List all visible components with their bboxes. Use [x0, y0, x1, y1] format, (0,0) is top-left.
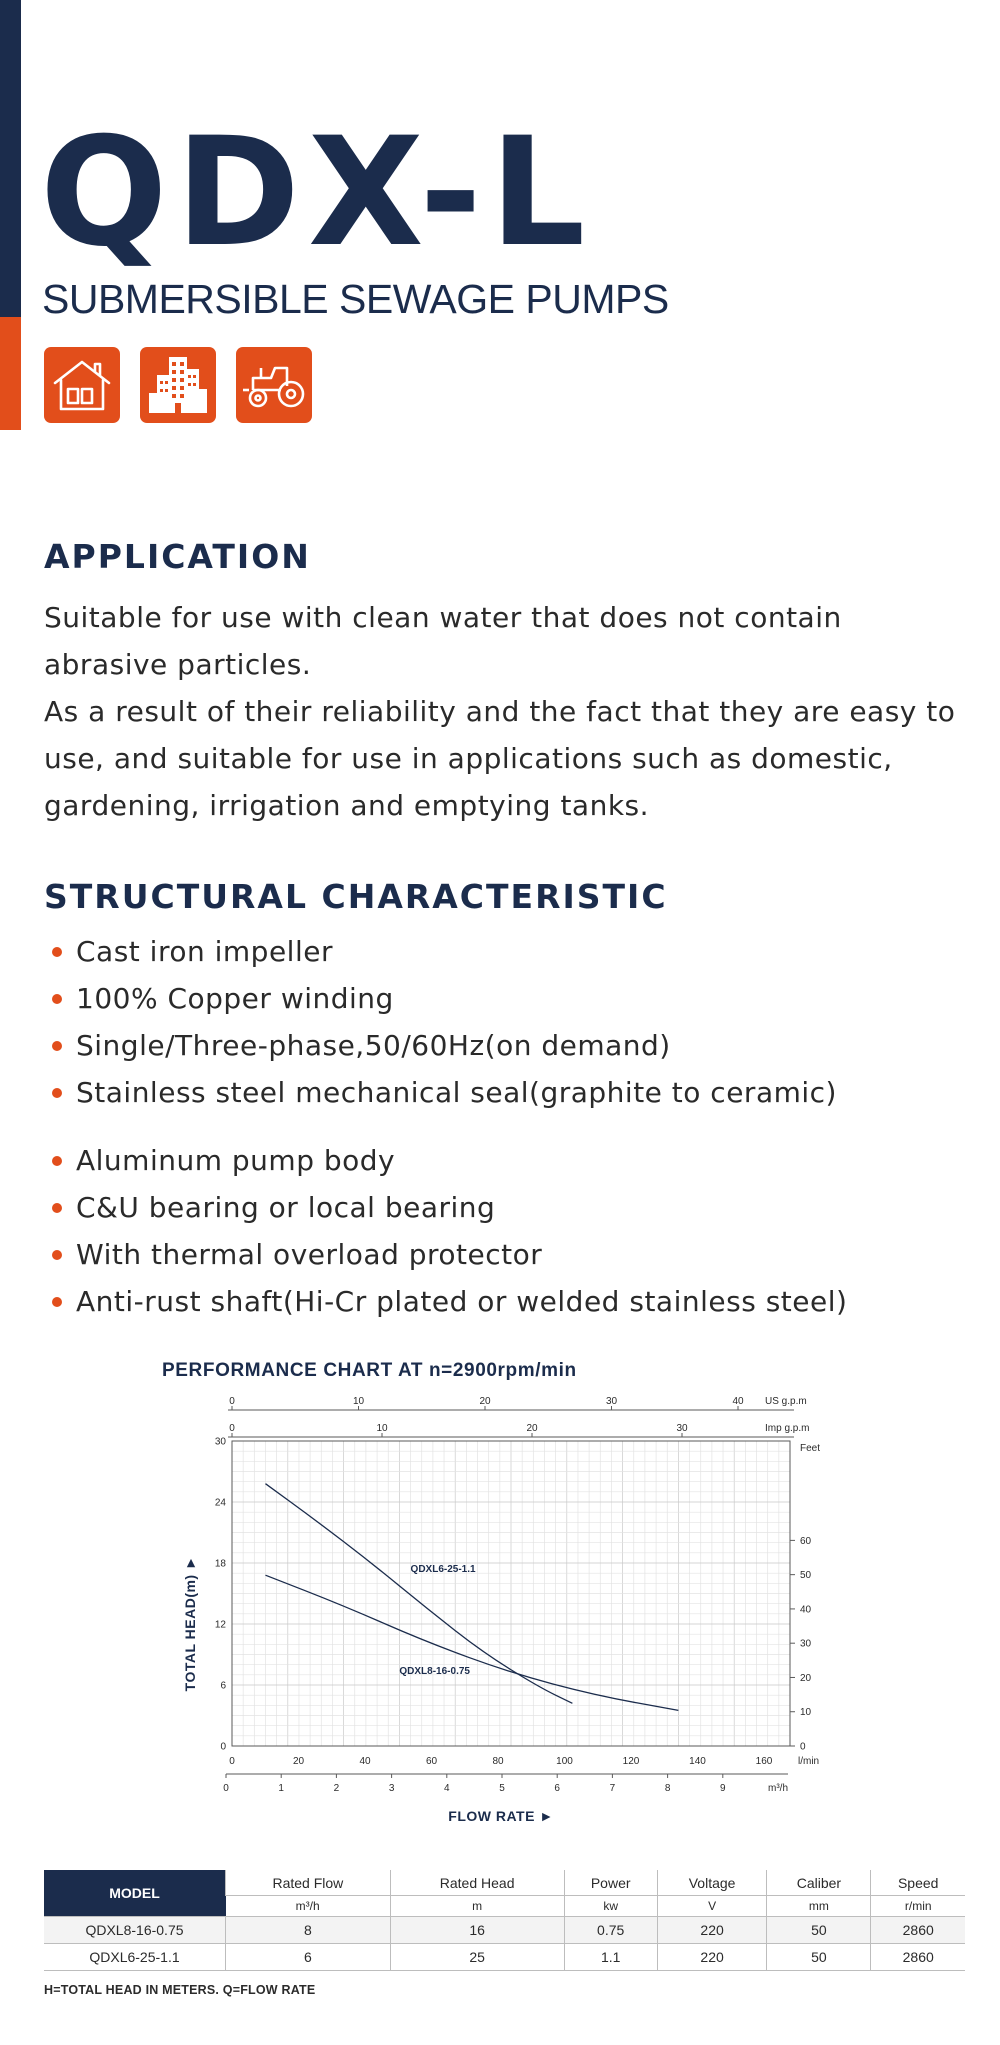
table-row	[44, 1917, 965, 1944]
table-cell: 0.75	[564, 1917, 657, 1944]
table-header-row	[44, 1870, 965, 1896]
spec-table	[44, 1870, 965, 1971]
x-axis-title: FLOW RATE ►	[448, 1808, 554, 1824]
bullet-icon	[52, 1297, 62, 1307]
bullet-icon	[52, 1203, 62, 1213]
lmin-tick-label: 120	[622, 1756, 640, 1767]
table-cell: 2860	[871, 1917, 965, 1944]
impgpm-tick-label: 30	[676, 1423, 688, 1434]
feature-text: Cast iron impeller	[76, 935, 333, 968]
table-cell: 2860	[871, 1944, 965, 1971]
bullet-icon	[52, 1088, 62, 1098]
table-cell: 25	[390, 1944, 564, 1971]
feature-item	[52, 928, 837, 975]
footnote: H=TOTAL HEAD IN METERS. Q=FLOW RATE	[44, 1983, 316, 1997]
feature-item	[52, 1022, 837, 1069]
series-label: QDXL6-25-1.1	[410, 1564, 476, 1576]
m3h-tick-label: 9	[720, 1783, 726, 1794]
application-paragraph: As a result of their reliability and the fact that they are easy to use, and suitable for use in applications such as domestic, gardening, irrigation and emptying tanks.	[44, 695, 956, 822]
y2-tick-label: 40	[800, 1604, 812, 1616]
bullet-icon	[52, 947, 62, 957]
m3h-tick-label: 6	[554, 1783, 560, 1794]
impgpm-unit-label: Imp g.p.m	[765, 1423, 810, 1434]
m3h-tick-label: 0	[223, 1783, 229, 1794]
table-cell: 8	[226, 1917, 391, 1944]
impgpm-tick-label: 20	[526, 1423, 538, 1434]
feature-list	[52, 928, 837, 1116]
application-heading: APPLICATION	[44, 537, 311, 576]
table-cell: 50	[767, 1917, 871, 1944]
lmin-tick-label: 100	[556, 1756, 573, 1767]
m3h-tick-label: 1	[278, 1783, 284, 1794]
lmin-tick-label: 140	[689, 1756, 706, 1767]
feature-item	[52, 1231, 847, 1278]
series-label: QDXL8-16-0.75	[399, 1665, 470, 1677]
table-cell: QDXL6-25-1.1	[44, 1944, 226, 1971]
column-unit: mm	[767, 1896, 871, 1917]
m3h-tick-label: 5	[499, 1783, 505, 1794]
y2-tick-label: 50	[800, 1570, 812, 1582]
product-title: QDX-L	[40, 106, 594, 280]
y-axis-title: TOTAL HEAD(m) ►	[182, 1555, 198, 1692]
usgpm-tick-label: 10	[352, 1396, 365, 1407]
accent-bar-orange	[0, 317, 21, 430]
usgpm-tick-label: 0	[229, 1396, 235, 1407]
column-header: Caliber	[767, 1870, 871, 1896]
chart-title: PERFORMANCE CHART AT n=2900rpm/min	[162, 1360, 577, 1381]
usgpm-tick-label: 40	[732, 1396, 744, 1407]
house-icon	[44, 347, 120, 423]
feature-list	[52, 1137, 847, 1325]
feature-item	[52, 1069, 837, 1116]
table-cell: 6	[226, 1944, 391, 1971]
column-unit: m	[390, 1896, 564, 1917]
column-unit: V	[657, 1896, 766, 1917]
m3h-tick-label: 2	[333, 1783, 340, 1794]
m3h-tick-label: 3	[388, 1783, 395, 1794]
model-header: MODEL	[44, 1870, 226, 1917]
y-tick-label: 18	[214, 1558, 226, 1570]
y2-tick-label: 60	[800, 1535, 812, 1547]
column-header: Power	[564, 1870, 657, 1896]
impgpm-tick-label: 10	[376, 1423, 388, 1434]
lmin-tick-label: 80	[492, 1756, 504, 1767]
lmin-tick-label: 40	[359, 1756, 371, 1767]
column-header: Rated Flow	[226, 1870, 391, 1896]
table-cell: 16	[390, 1917, 564, 1944]
column-header: Voltage	[657, 1870, 766, 1896]
bullet-icon	[52, 1041, 62, 1051]
usgpm-unit-label: US g.p.m	[765, 1396, 807, 1407]
structure-heading: STRUCTURAL CHARACTERISTIC	[44, 877, 668, 916]
feature-text: Aluminum pump body	[76, 1144, 396, 1177]
bullet-icon	[52, 1250, 62, 1260]
performance-chart	[0, 1385, 1000, 1845]
feature-item	[52, 975, 837, 1022]
column-unit: r/min	[871, 1896, 965, 1917]
accent-bar-navy	[0, 0, 21, 317]
table-cell: 220	[657, 1917, 766, 1944]
building-icon	[140, 347, 216, 423]
table-cell: 1.1	[564, 1944, 657, 1971]
column-header: Rated Head	[390, 1870, 564, 1896]
bullet-icon	[52, 994, 62, 1004]
impgpm-tick-label: 0	[229, 1423, 235, 1434]
lmin-tick-label: 60	[425, 1756, 438, 1767]
lmin-tick-label: 20	[292, 1756, 305, 1767]
m3h-tick-label: 8	[664, 1783, 671, 1794]
m3h-unit-label: m³/h	[768, 1783, 788, 1794]
y2-tick-label: 0	[800, 1741, 806, 1753]
feature-text: Single/Three-phase,50/60Hz(on demand)	[76, 1029, 671, 1062]
lmin-tick-label: 160	[755, 1756, 773, 1767]
application-paragraph: Suitable for use with clean water that does not contain abrasive particles.	[44, 601, 842, 681]
feature-text: Stainless steel mechanical seal(graphite to ceramic)	[76, 1076, 837, 1109]
y2-tick-label: 20	[800, 1672, 812, 1684]
application-icons	[44, 347, 312, 423]
y-tick-label: 0	[220, 1741, 226, 1753]
feature-item	[52, 1137, 847, 1184]
usgpm-tick-label: 30	[605, 1396, 618, 1407]
lmin-unit-label: l/min	[798, 1756, 820, 1767]
m3h-tick-label: 7	[609, 1783, 616, 1794]
m3h-tick-label: 4	[444, 1783, 450, 1794]
feature-text: C&U bearing or local bearing	[76, 1191, 496, 1224]
usgpm-tick-label: 20	[479, 1396, 491, 1407]
feature-item	[52, 1278, 847, 1325]
y-tick-label: 12	[214, 1619, 226, 1631]
table-cell: 220	[657, 1944, 766, 1971]
lmin-tick-label: 0	[229, 1756, 235, 1767]
y2-tick-label: 30	[800, 1638, 812, 1650]
bullet-icon	[52, 1156, 62, 1166]
feature-text: Anti-rust shaft(Hi-Cr plated or welded stainless steel)	[76, 1285, 848, 1318]
feature-text: With thermal overload protector	[76, 1238, 543, 1271]
column-header: Speed	[871, 1870, 965, 1896]
y2-unit-label: Feet	[800, 1443, 821, 1454]
y-tick-label: 24	[214, 1497, 226, 1509]
table-row	[44, 1944, 965, 1971]
column-unit: kw	[564, 1896, 657, 1917]
feature-text: 100% Copper winding	[76, 982, 394, 1015]
tractor-icon	[236, 347, 312, 423]
table-cell: 50	[767, 1944, 871, 1971]
table-cell: QDXL8-16-0.75	[44, 1917, 226, 1944]
y2-tick-label: 10	[800, 1707, 812, 1719]
feature-item	[52, 1184, 847, 1231]
product-subtitle: SUBMERSIBLE SEWAGE PUMPS	[42, 276, 669, 322]
y-tick-label: 6	[220, 1680, 226, 1692]
application-text	[44, 594, 974, 829]
column-unit: m³/h	[226, 1896, 391, 1917]
y-tick-label: 30	[214, 1436, 226, 1448]
